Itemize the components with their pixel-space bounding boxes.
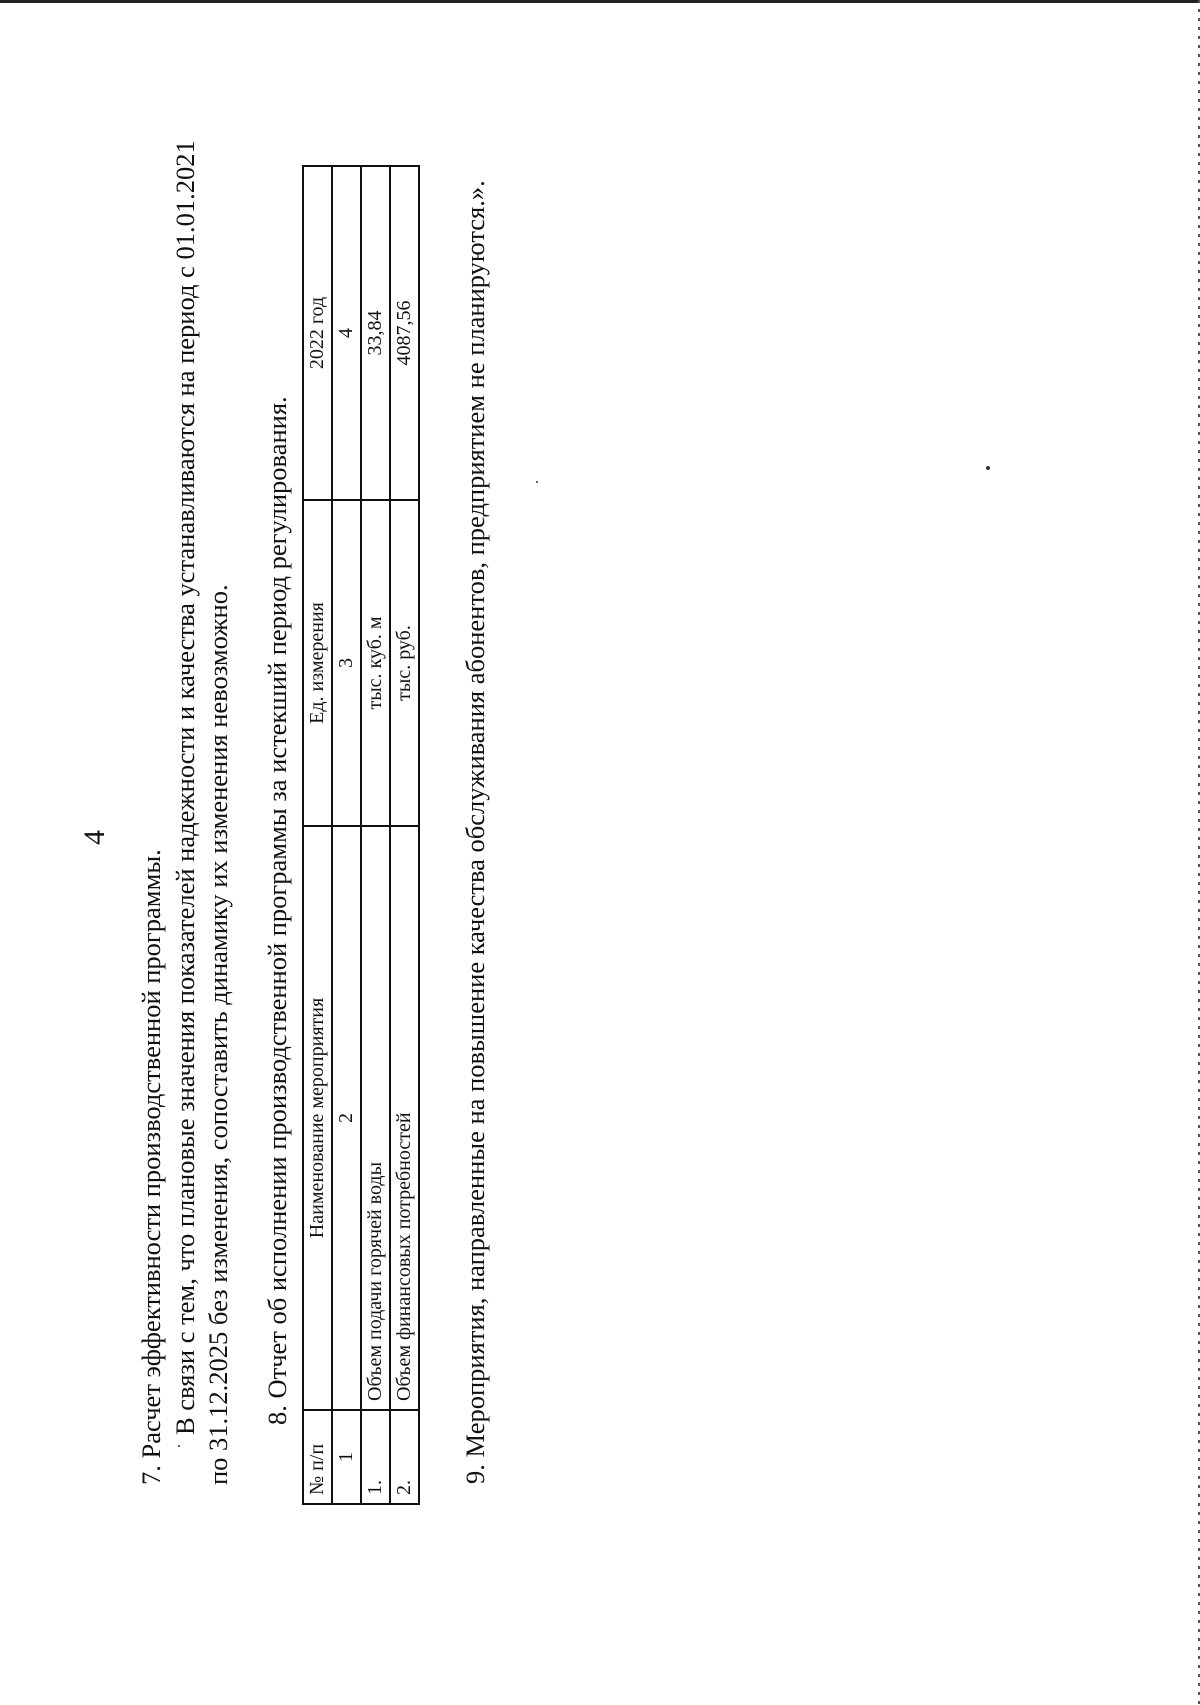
table-row (361, 166, 390, 1504)
section7-paragraph-line1: В связи с тем, что плановые значения показателей надежности и качества устанавливаются на период с 01.01.2021 (170, 140, 200, 1435)
column-number-cell: 1 (332, 1410, 361, 1504)
section7-paragraph-line2: по 31.12.2025 без изменения, сопоставить динамику их изменения невозможно. (203, 584, 233, 1485)
column-number-cell: 3 (332, 500, 361, 826)
header-cell: Ед. измерения (303, 500, 332, 826)
table-cell: 4087,56 (390, 166, 419, 500)
column-number-cell: 4 (332, 166, 361, 500)
page-number: 4 (78, 830, 111, 845)
table-cell: Объем финансовых потребностей (390, 826, 419, 1410)
table-cell: тыс. куб. м (361, 500, 390, 826)
table-cell: тыс. руб. (390, 500, 419, 826)
column-number-cell: 2 (332, 826, 361, 1410)
scan-speck (536, 481, 538, 483)
table-cell: 1. (361, 1410, 390, 1504)
table-cell: 2. (390, 1410, 419, 1504)
header-cell: № п/п (303, 1410, 332, 1504)
table-row (390, 166, 419, 1504)
header-cell: Наименование мероприятия (303, 826, 332, 1410)
section8-heading: 8. Отчет об исполнении производственной программы за истекший период регулирования. (262, 396, 292, 1425)
section7-heading: 7. Расчет эффективности производственной программы. (136, 849, 166, 1485)
table-cell: Объем подачи горячей воды (361, 826, 390, 1410)
section9-text: 9. Мероприятия, направленные на повышение качества обслуживания абонентов, предприятием не планируются.». (460, 180, 490, 1484)
table-column-number-row (332, 166, 361, 1504)
header-cell: 2022 год (303, 166, 332, 500)
table-cell: 33,84 (361, 166, 390, 500)
scan-speck (986, 466, 990, 470)
table-header-row (303, 166, 332, 1504)
report-table (302, 165, 420, 1505)
scan-speck (178, 1445, 180, 1447)
